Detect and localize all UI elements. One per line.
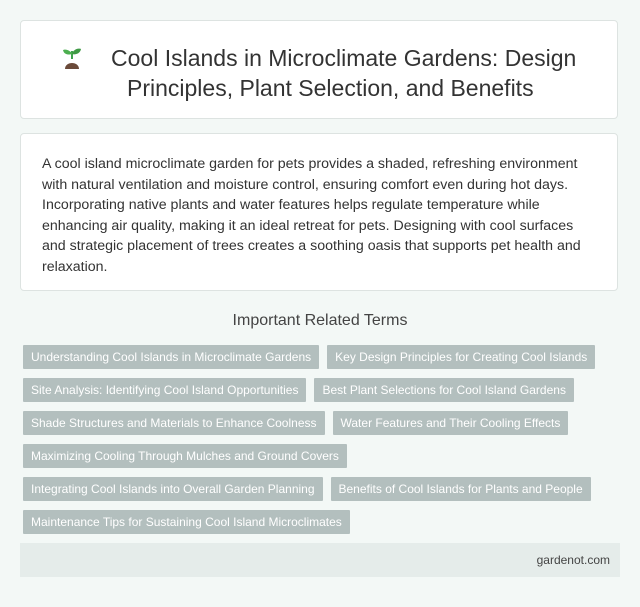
description-text: A cool island microclimate garden for pets provides a shaded, refreshing environment with natural ventilation and moisture control, ensuring comfort even during hot days. Incorporating native plants and water features helps regulate temperature while enhancing air quality, making it an ideal retreat for pets. Designing with cool surfaces and strategic placement of trees creates a soothing oasis that supports pet health and relaxation. [42, 156, 581, 275]
related-terms-list [23, 345, 623, 534]
related-term-tag[interactable]: Maintenance Tips for Sustaining Cool Island Microclimates [23, 510, 350, 534]
related-term-tag[interactable]: Key Design Principles for Creating Cool Islands [327, 345, 595, 369]
sprout-icon [61, 45, 83, 71]
related-term-tag[interactable]: Integrating Cool Islands into Overall Garden Planning [23, 477, 323, 501]
description-card [20, 133, 618, 291]
related-term-tag[interactable]: Water Features and Their Cooling Effects [333, 411, 569, 435]
related-term-tag[interactable]: Best Plant Selections for Cool Island Gardens [314, 378, 573, 402]
related-term-tag[interactable]: Benefits of Cool Islands for Plants and People [331, 477, 591, 501]
related-term-tag[interactable]: Shade Structures and Materials to Enhance Coolness [23, 411, 325, 435]
page-title-text: Cool Islands in Microclimate Gardens: Design Principles, Plant Selection, and Benefits [111, 45, 577, 101]
footer-site-link[interactable]: gardenot.com [536, 553, 610, 567]
page-title [61, 43, 597, 103]
title-wrap [61, 43, 597, 103]
related-term-tag[interactable]: Understanding Cool Islands in Microclimate Gardens [23, 345, 319, 369]
related-term-tag[interactable]: Site Analysis: Identifying Cool Island Opportunities [23, 378, 306, 402]
related-term-tag[interactable]: Maximizing Cooling Through Mulches and Ground Covers [23, 444, 347, 468]
footer [20, 543, 620, 577]
title-card [20, 20, 618, 119]
related-terms-heading: Important Related Terms [232, 312, 408, 329]
